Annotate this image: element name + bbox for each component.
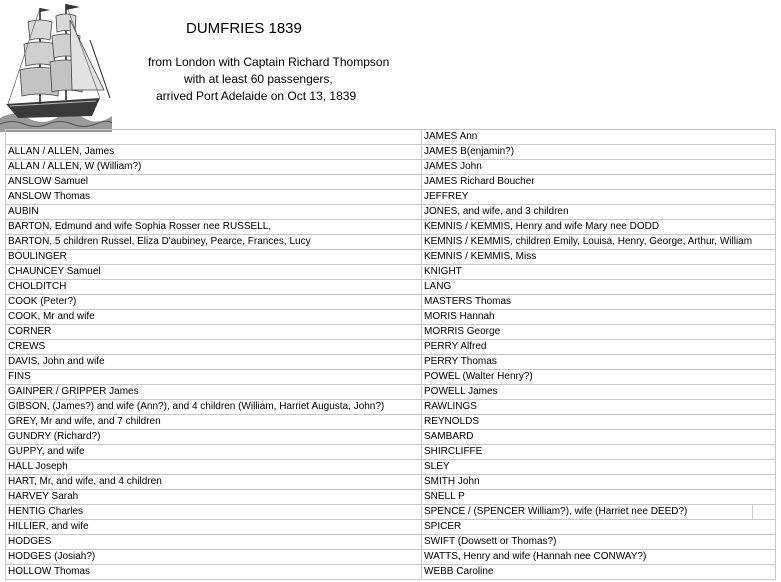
passenger-cell-left: HART, Mr, and wife, and 4 children [6,475,422,490]
table-row [6,145,776,160]
passenger-cell-left: ANSLOW Thomas [6,190,422,205]
table-row [6,475,776,490]
table-row [6,205,776,220]
passenger-cell-right: SHIRCLIFFE [422,445,776,460]
passenger-cell-left: GAINPER / GRIPPER James [6,385,422,400]
passenger-cell-left: GIBSON, (James?) and wife (Ann?), and 4 children (William, Harriet Augusta, John?) [6,400,422,415]
passenger-cell-left: HODGES [6,535,422,550]
passenger-cell-right: POWEL (Walter Henry?) [422,370,776,385]
passenger-cell-right: SAMBARD [422,430,776,445]
table-row [6,535,776,550]
passenger-cell-left: BARTON, 5 children Russel, Eliza D'aubiney, Pearce, Frances, Lucy [6,235,422,250]
passenger-cell-left: GUPPY, and wife [6,445,422,460]
passenger-cell-right: WATTS, Henry and wife (Hannah nee CONWAY?) [422,550,776,565]
table-row [6,265,776,280]
passenger-cell-right: SNELL P [422,490,776,505]
passenger-cell-left: BOULINGER [6,250,422,265]
subtitle-line-2: with at least 60 passengers, [184,72,333,86]
passenger-cell-right: JAMES B(enjamin?) [422,145,776,160]
passenger-cell-left: COOK (Peter?) [6,295,422,310]
passenger-cell-left: BARTON, Edmund and wife Sophia Rosser nee RUSSELL, [6,220,422,235]
passenger-cell-left [6,130,422,145]
table-row [6,235,776,250]
passenger-cell-left: AUBIN [6,205,422,220]
passenger-cell-left: FINS [6,370,422,385]
table-row [6,130,776,145]
table-row [6,295,776,310]
passenger-cell-right: PERRY Alfred [422,340,776,355]
table-row [6,370,776,385]
table-row [6,505,776,520]
table-row [6,445,776,460]
passenger-cell-right: JEFFREY [422,190,776,205]
table-row [6,355,776,370]
passenger-cell-right: KEMNIS / KEMMIS, Henry and wife Mary nee DODD [422,220,776,235]
passenger-cell-left: HALL Joseph [6,460,422,475]
passenger-cell-left: ALLAN / ALLEN, James [6,145,422,160]
passenger-table [5,129,776,580]
table-row [6,400,776,415]
passenger-cell-left: CORNER [6,325,422,340]
table-row [6,520,776,535]
table-row [6,490,776,505]
passenger-cell-left: CREWS [6,340,422,355]
ship-illustration [0,0,112,132]
subtitle-line-1: from London with Captain Richard Thompson [148,55,390,69]
table-row [6,550,776,565]
passenger-cell-right: JONES, and wife, and 3 children [422,205,776,220]
passenger-cell-right: SPENCE / (SPENCER William?), wife (Harriet nee DEED?) [422,505,753,520]
passenger-cell-left: ALLAN / ALLEN, W (William?) [6,160,422,175]
passenger-cell-right: KEMNIS / KEMMIS, Miss [422,250,776,265]
passenger-cell-right: REYNOLDS [422,415,776,430]
passenger-cell-left: HOLLOW Thomas [6,565,422,580]
passenger-cell-right: SLEY [422,460,776,475]
passenger-cell-right: LANG [422,280,776,295]
passenger-cell-left: ANSLOW Samuel [6,175,422,190]
passenger-cell-right: MASTERS Thomas [422,295,776,310]
table-row [6,280,776,295]
table-row [6,565,776,580]
table-row [6,430,776,445]
passenger-cell-right: KNIGHT [422,265,776,280]
table-row [6,160,776,175]
passenger-cell-left: DAVIS, John and wife [6,355,422,370]
passenger-cell-right: SWIFT (Dowsett or Thomas?) [422,535,776,550]
passenger-cell-left: CHAUNCEY Samuel [6,265,422,280]
table-row [6,190,776,205]
passenger-cell-left: GREY, Mr and wife, and 7 children [6,415,422,430]
empty-cell [753,505,776,520]
passenger-cell-left: GUNDRY (Richard?) [6,430,422,445]
table-row [6,460,776,475]
passenger-cell-right: SPICER [422,520,776,535]
passenger-cell-right: MORRIS George [422,325,776,340]
passenger-cell-right: WEBB Caroline [422,565,776,580]
passenger-cell-right: JAMES Richard Boucher [422,175,776,190]
passenger-cell-left: HILLIER, and wife [6,520,422,535]
passenger-cell-left: HODGES (Josiah?) [6,550,422,565]
passenger-cell-right: RAWLINGS [422,400,776,415]
passenger-cell-right: POWELL James [422,385,776,400]
passenger-cell-right: JAMES John [422,160,776,175]
passenger-cell-left: COOK, Mr and wife [6,310,422,325]
table-row [6,250,776,265]
table-row [6,220,776,235]
passenger-cell-left: CHOLDITCH [6,280,422,295]
page-title: DUMFRIES 1839 [186,20,302,37]
table-row [6,340,776,355]
passenger-cell-right: PERRY Thomas [422,355,776,370]
passenger-cell-right: JAMES Ann [422,130,776,145]
table-row [6,175,776,190]
passenger-cell-right: MORIS Hannah [422,310,776,325]
passenger-cell-right: SMITH John [422,475,776,490]
passenger-cell-left: HENTIG Charles [6,505,422,520]
table-row [6,310,776,325]
passenger-cell-right: KEMNIS / KEMMIS, children Emily, Louisa, Henry, George, Arthur, William [422,235,776,250]
table-row [6,385,776,400]
table-row [6,415,776,430]
passenger-cell-left: HARVEY Sarah [6,490,422,505]
table-row [6,325,776,340]
subtitle-line-3: arrived Port Adelaide on Oct 13, 1839 [156,89,357,103]
